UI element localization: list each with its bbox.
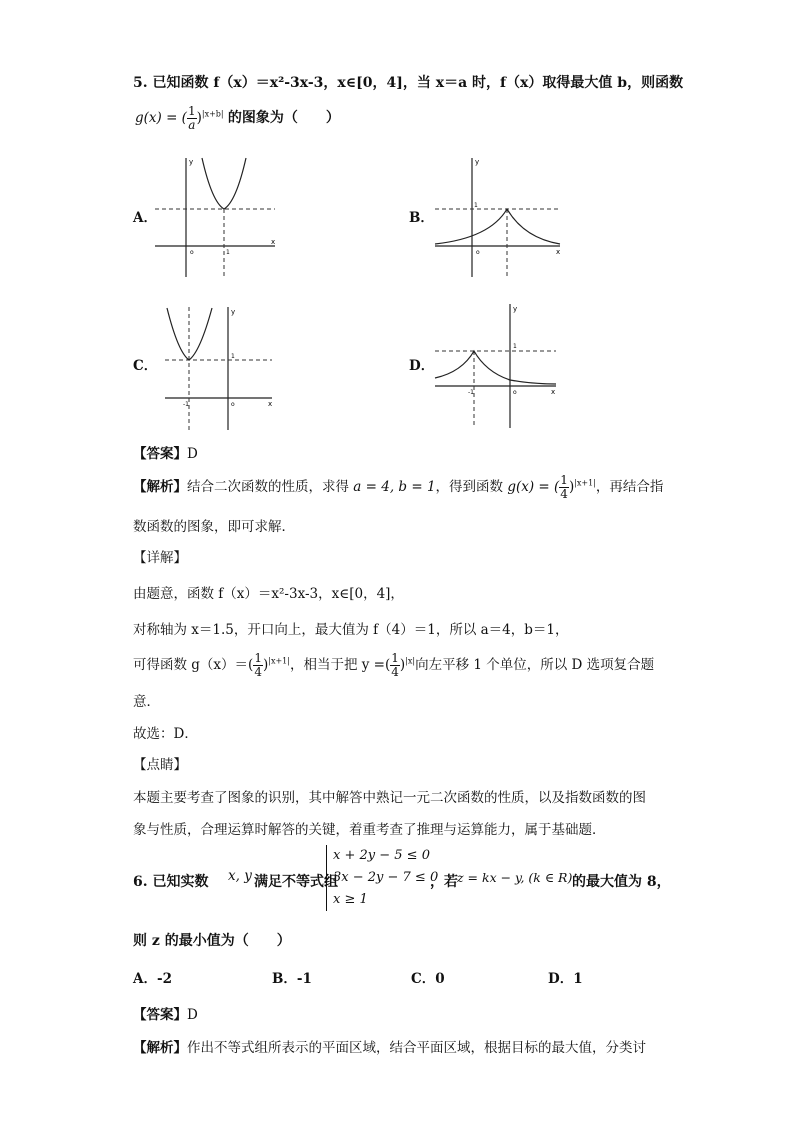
- answer-tag: 【答案】: [133, 1007, 187, 1023]
- q5-detail-tag: 【详解】: [133, 550, 187, 566]
- q6-objective: z = kx − y, (k ∈ R): [457, 870, 573, 885]
- q5-number: 5.: [133, 75, 148, 91]
- q5-choose: 故选：D．: [133, 726, 198, 742]
- inequality-3: x ≥ 1: [333, 892, 368, 907]
- analysis-g: g(x) = (: [507, 479, 560, 495]
- detail-fraction-2: [390, 652, 400, 679]
- q6-option-b: B．-1: [272, 971, 312, 987]
- answer-tag: 【答案】: [133, 446, 187, 462]
- frac-num: 1: [391, 651, 399, 665]
- q5-graph-b: [430, 152, 565, 280]
- answer-value: D: [187, 446, 198, 462]
- origin-label: o: [476, 249, 480, 256]
- q5-comment-tag: 【点睛】: [133, 757, 187, 773]
- detail-text-b: ，相当于把 y =: [289, 657, 385, 673]
- tick-one-label: 1: [474, 202, 478, 209]
- analysis-values: a = 4, b = 1: [353, 479, 436, 495]
- q5-option-d-label: D．: [409, 358, 435, 374]
- detail-text-a: 可得函数 g（x）＝: [133, 657, 249, 673]
- q6-answer: [133, 1003, 198, 1023]
- y-label: y: [189, 158, 194, 166]
- detail-text-c: 向左平移 1 个单位，所以 D 选项复合题: [415, 657, 655, 673]
- detail-exponent-1: |x+1|: [268, 656, 290, 666]
- q5-stem-rest: 的图象为（ ）: [227, 110, 340, 126]
- q5-stem-line1: [133, 72, 683, 92]
- x-label: x: [556, 248, 561, 256]
- tick-one-label: 1: [513, 343, 517, 350]
- tick-neg-one-label: -1: [183, 401, 189, 408]
- q5-g-num: 1: [187, 104, 196, 118]
- q6-analysis: [133, 1036, 646, 1056]
- q5-detail-line4: 意．: [133, 694, 160, 710]
- q5-g-prefix: g(x) = (: [135, 110, 187, 126]
- q5-comment-line1: 本题主要考查了图象的识别，其中解答中熟记一元二次函数的性质，以及指数函数的图: [133, 790, 646, 806]
- inequality-1: x + 2y − 5 ≤ 0: [333, 848, 430, 863]
- q5-stem-line2: [135, 105, 340, 132]
- detail-exponent-2: |x|: [405, 656, 416, 666]
- detail-fraction-1: [253, 652, 263, 679]
- q5-option-c-label: C．: [133, 358, 158, 374]
- q5-stem-text: 已知函数 f（x）＝x²-3x-3，x∈[0，4]，当 x＝a 时，f（x）取得最大值 b，则函数: [152, 75, 684, 91]
- q5-analysis-line1: 【解析】结合二次函数的性质，求得 a = 4, b = 1，得到函数 g(x) = ( $\frac{1}{4}$ )$^{|x+1|}$，再结合指: [133, 473, 664, 501]
- q5-g-close: ): [196, 110, 202, 126]
- frac-num: 1: [560, 473, 568, 487]
- q5-graph-c: [160, 302, 280, 434]
- q5-option-a-label: A．: [133, 210, 157, 226]
- analysis-tag: 【解析】: [133, 479, 187, 495]
- y-label: y: [231, 308, 236, 316]
- q6-inequality-system: [326, 845, 438, 911]
- q5-graph-a: [150, 152, 285, 280]
- x-label: x: [268, 400, 273, 408]
- y-label: y: [475, 158, 480, 166]
- tick-one-label: 1: [226, 249, 230, 256]
- q5-detail-line2: 对称轴为 x＝1.5，开口向上，最大值为 f（4）＝1，所以 a＝4，b＝1，: [133, 622, 569, 638]
- q5-g-exponent: |x+b|: [201, 109, 224, 119]
- frac-num: 1: [254, 651, 262, 665]
- analysis-text-b: ，得到函数: [435, 479, 504, 495]
- q5-detail-line3: 可得函数 g（x）＝( $\frac{1}{4}$ )$^{|x+1|}$，相当于把 y =( $\frac{1}{4}$ )$^{|x|}$向左平移 1 个单位，所以 D 选项复合题: [133, 651, 655, 679]
- q5-g-den: a: [188, 118, 196, 132]
- q6-stem-d: 的最大值为 8，: [572, 874, 671, 890]
- origin-label: o: [513, 389, 517, 396]
- x-label: x: [271, 238, 276, 246]
- q5-answer: [133, 442, 198, 462]
- origin-label: o: [190, 249, 194, 256]
- q5-detail-line1: 由题意，函数 f（x）＝x²-3x-3，x∈[0，4]，: [133, 586, 404, 602]
- curve: [202, 158, 246, 209]
- q6-option-a: A．-2: [133, 971, 172, 987]
- curve: [435, 351, 556, 384]
- analysis-tag: 【解析】: [133, 1040, 187, 1056]
- tick-one-label: 1: [231, 353, 235, 360]
- frac-den: 4: [254, 665, 262, 679]
- q6-stem-b: 满足不等式组: [254, 874, 338, 890]
- q5-analysis-line2: 数函数的图象，即可求解．: [133, 519, 295, 535]
- y-label: y: [513, 305, 518, 313]
- x-label: x: [551, 388, 556, 396]
- analysis-fraction: [559, 474, 569, 501]
- origin-label: o: [231, 401, 235, 408]
- curve: [435, 209, 560, 244]
- answer-value: D: [187, 1007, 198, 1023]
- q5-graph-d: [432, 300, 562, 432]
- q5-comment-line2: 象与性质，合理运算时解答的关键，着重考查了推理与运算能力，属于基础题．: [133, 822, 606, 838]
- q6-stem-prefix: [133, 871, 209, 891]
- q6-stem-a: 已知实数: [152, 874, 209, 890]
- q6-vars: x, y: [228, 868, 252, 884]
- q6-number: 6.: [133, 874, 148, 890]
- q6-stem-c: ，若: [430, 874, 458, 890]
- q5-option-b-label: B．: [409, 210, 434, 226]
- tick-neg-one-label: -1: [468, 389, 474, 396]
- analysis-text: 作出不等式组所表示的平面区域，结合平面区域，根据目标的最大值，分类讨: [187, 1040, 646, 1056]
- analysis-exponent: |x+1|: [574, 478, 596, 488]
- frac-den: 4: [560, 487, 568, 501]
- q6-stem-line2: 则 z 的最小值为（ ）: [133, 933, 291, 949]
- analysis-text-a: 结合二次函数的性质，求得: [187, 479, 349, 495]
- q6-option-d: D．1: [548, 971, 583, 987]
- inequality-2: 3x − 2y − 7 ≤ 0: [333, 870, 439, 885]
- frac-den: 4: [391, 665, 399, 679]
- system-brace: [326, 845, 438, 911]
- q6-option-c: C．0: [411, 971, 445, 987]
- q5-g-fraction: [187, 105, 197, 132]
- analysis-text-c: ，再结合指: [595, 479, 664, 495]
